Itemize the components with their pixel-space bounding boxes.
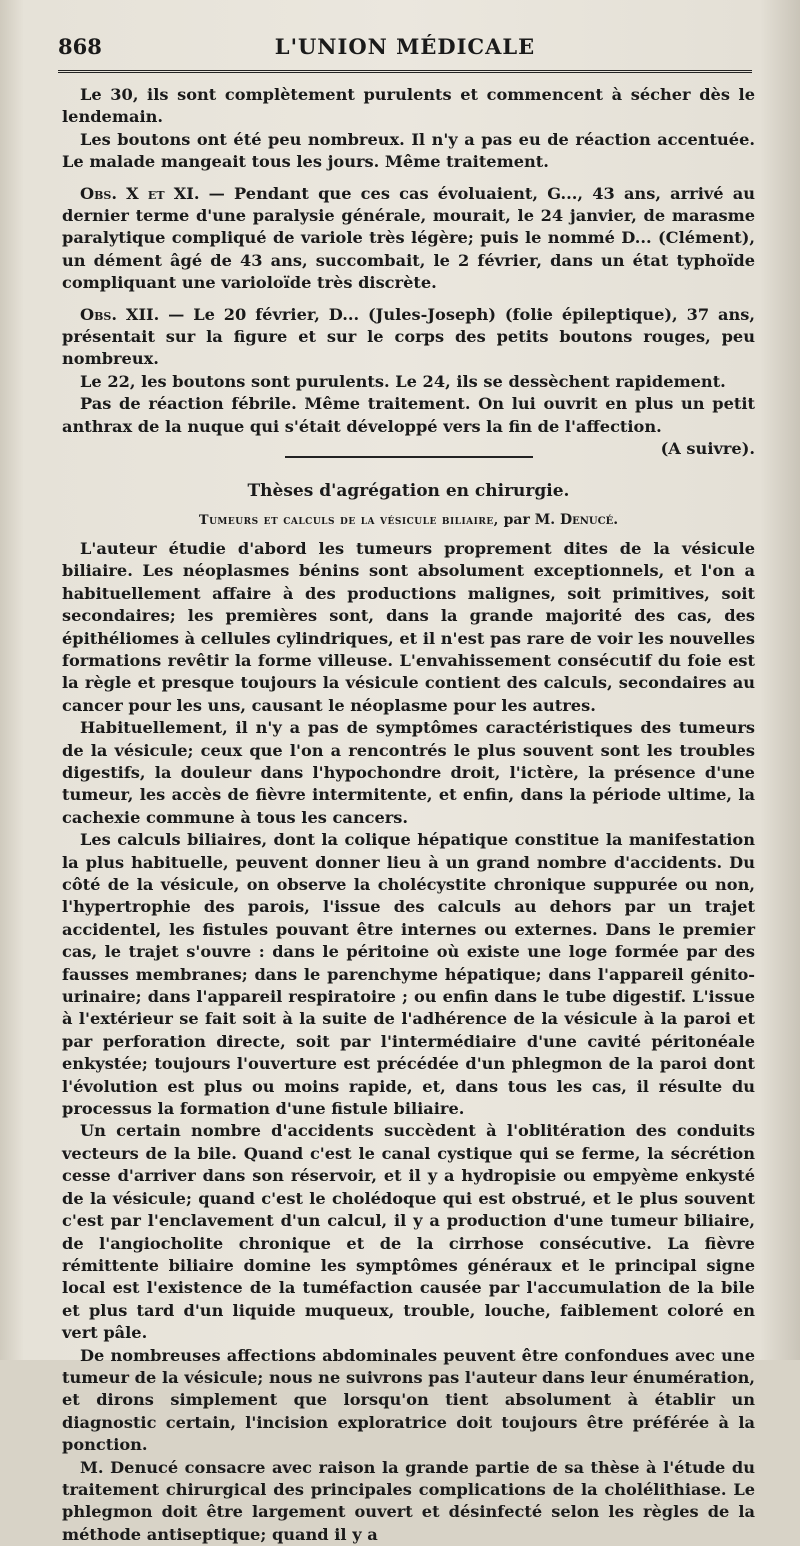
paragraph: Le 30, ils sont complètement purulents et commencent à sécher dès le lendemain. (62, 85, 755, 127)
paragraph: Les calculs biliaires, dont la colique hépatique constitue la manifestation la plus habituelle, peuvent donner lieu à un grand nombre d'accidents. Du côté de la vésicule, on observe la cholécystite chronique suppurée ou non, l'hypertrophie des parois, l'issue des calculs au dehors par un trajet accidentel, les fistules pouvant être internes ou externes. Dans le premier cas, le trajet s'ouvre : dans le péritoine où existe une loge formée par des fausses membranes; dans le parenchyme hépatique; dans l'appareil génito-urinaire; dans l'appareil respiratoire ; ou enfin dans le tube digestif. L'issue à l'extérieur se fait soit à la suite de l'adhérence de la vésicule à la paroi et par perforation directe, soit par l'intermédiaire d'une cavité péritonéale enkystée; toujours l'ouverture est précédée d'un phlegmon de la paroi dont l'évolution est plus ou moins rapide, et, dans tous les cas, il résulte du processus la formation d'une fistule biliaire. (62, 830, 755, 1119)
subtitle-topic: Tumeurs et calculs de la vésicule biliaire, (198, 512, 499, 528)
paragraph: L'auteur étudie d'abord les tumeurs proprement dites de la vésicule biliaire. Les néoplasmes bénins sont absolument exceptionnels, et l'on a habituellement affaire à des productions malignes, soit primitives, soit secondaires; les premières sont, dans la grande majorité des cas, des épithéliomes à cellules cylindriques, et il n'est pas rare de voir les nouvelles formations revêtir la forme villeuse. L'envahissement consécutif du foie est la règle et presque toujours la vésicule contient des calculs, secondaires au cancer pour les uns, causant le néoplasme pour les autres. (62, 538, 755, 715)
paragraph: Un certain nombre d'accidents succèdent à l'oblitération des conduits vecteurs de la bile. Quand c'est le canal cystique qui se ferme, la sécrétion cesse d'arriver dans son réservoir, et il y a hydropisie ou empyème enkysté de la vésicule; quand c'est le cholédoque qui est obstrué, et le plus souvent c'est par l'enclavement d'un calcul, il y a production d'une tumeur biliaire, de l'angiocholite chronique et de la cirrhose consécutive. La fièvre rémittente biliaire domine les symptômes généraux et le principal signe local est l'existence de la tuméfaction causée par l'accumulation de la bile et plus tard d'un liquide muqueux, trouble, louche, faiblement coloré en vert pâle. (62, 1121, 755, 1343)
paragraph: De nombreuses affections abdominales peuvent être confondues avec une tumeur de la vésicule; nous ne suivrons pas l'auteur dans leur énumération, et dirons simplement que lorsqu'on tient absolument à établir un diagnostic certain, l'incision exploratrice doit toujours être préférée à la ponction. (62, 1345, 755, 1455)
continuation-note: (A suivre). (660, 439, 755, 459)
section-title: Thèses d'agrégation en chirurgie. (247, 481, 570, 502)
observation-12 (62, 304, 755, 371)
page-number: 868 (58, 34, 102, 59)
observation-10-11 (62, 183, 755, 295)
observation-label: Obs. XII. (80, 304, 160, 324)
page-header (58, 32, 752, 62)
section-divider (285, 456, 533, 458)
observation-text: — Le 20 février, D... (Jules-Joseph) (folie épileptique), 37 ans, présentait sur la figure et sur le corps des petits boutons rouges, peu nombreux. (62, 304, 755, 369)
header-rule (58, 70, 752, 73)
page-body (62, 84, 756, 1544)
observation-label: Obs. X et XI. (80, 183, 200, 203)
subtitle-by: par M. (498, 511, 560, 528)
observation-text: — Pendant que ces cas évoluaient, G..., 43 ans, arrivé au dernier terme d'une paralysie générale, mourait, le 24 janvier, de marasme paralytique compliqué de variole très légère; puis le nommé D... (Clément), un dément âgé de 43 ans, succombait, le 2 février, dans un état typhoïde compliquant une varioloïde très discrète. (62, 183, 756, 293)
paragraph-text: Pas de réaction fébrile. Même traitement. On lui ouvrit en plus un petit anthrax de la nuque qui s'était développé vers la fin de l'affection. (62, 394, 755, 436)
paragraph: Habituellement, il n'y a pas de symptômes caractéristiques des tumeurs de la vésicule; ceux que l'on a rencontrés le plus souvent sont les troubles digestifs, la douleur dans l'hypochondre droit, l'ictère, la présence d'une tumeur, les accès de fièvre intermitente, et enfin, dans la période ultime, la cachexie commune à tous les cancers. (62, 718, 755, 827)
paragraph: Les boutons ont été peu nombreux. Il n'y a pas eu de réaction accentuée. Le malade mangeait tous les jours. Même traitement. (62, 129, 755, 172)
running-title: L'UNION MÉDICALE (274, 34, 536, 59)
paragraph: M. Denucé consacre avec raison la grande partie de sa thèse à l'étude du traitement chirurgical des principales complications de la cholélithiase. Le phlegmon doit être largement ouvert et désinfecté selon les règles de la méthode antiseptique; quand il y a (62, 1457, 755, 1544)
subtitle-author: Denucé. (559, 511, 619, 528)
paragraph: Le 22, les boutons sont purulents. Le 24, ils se dessèchent rapidement. (80, 371, 726, 391)
paragraph (62, 393, 755, 459)
article-subtitle (62, 509, 755, 532)
